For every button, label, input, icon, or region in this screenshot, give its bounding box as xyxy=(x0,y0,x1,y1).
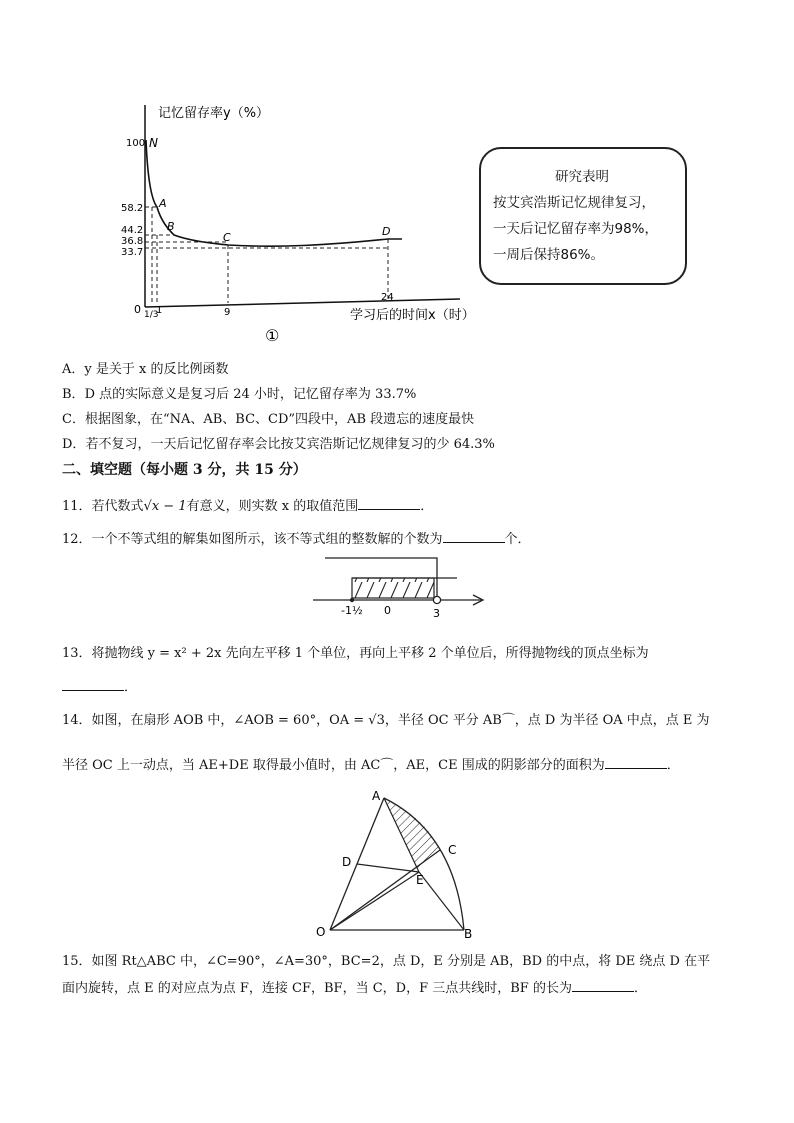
note-line-2: 一天后记忆留存率为98%， xyxy=(493,221,659,237)
q13-end: ． xyxy=(124,680,138,695)
section-title: 二、填空题（每小题 3 分，共 15 分） xyxy=(62,462,307,478)
question-13: 13．将抛物线 y = x² + 2x 先向左平移 1 个单位，再向上平移 2 个单位后，所得抛物线的顶点坐标为 xyxy=(62,646,649,661)
note-line-3: 一周后保持86%。 xyxy=(493,247,605,263)
origin-label: 0 xyxy=(134,303,141,316)
option-a-text: y 是关于 x 的反比例函数 xyxy=(84,362,229,377)
research-note-box xyxy=(479,147,687,285)
q14-end: ． xyxy=(666,758,680,773)
question-14-line1: 14．如图，在扇形 AOB 中，∠AOB = 60°，OA = √3，半径 OC 平分 AB⌒，点 D 为半径 OA 中点，点 E 为 xyxy=(62,713,710,728)
y-axis-label: 记忆留存率y（%） xyxy=(158,106,270,121)
label-b: B xyxy=(464,927,473,941)
nl-label-left: -1½ xyxy=(341,604,363,617)
option-a xyxy=(62,362,228,378)
question-15-line1: 15．如图 Rt△ABC 中，∠C=90°，∠A=30°，BC=2，点 D，E 分别是 AB，BD 的中点，将 DE 绕点 D 在平 xyxy=(62,954,711,969)
q11-post: 有意义，则实数 x 的取值范围 xyxy=(186,499,359,514)
label-a: A xyxy=(372,789,381,803)
question-15-line2 xyxy=(62,979,647,997)
q11-pre: 11．若代数式 xyxy=(62,499,144,514)
nl-label-zero: 0 xyxy=(384,604,391,617)
x-axis-label: 学习后的时间x（时） xyxy=(350,308,475,323)
option-d-text: 若不复习，一天后记忆留存率会比按艾宾浩斯记忆规律复习的少 64.3% xyxy=(85,437,495,452)
nl-label-right: 3 xyxy=(433,607,440,620)
y-tick-33: 33.7 xyxy=(121,247,144,258)
point-a-label: A xyxy=(159,197,167,210)
option-c-label: C． xyxy=(62,412,85,427)
y-tick-100: 100 xyxy=(126,138,146,149)
option-b xyxy=(62,387,416,403)
point-d-label: D xyxy=(382,225,391,238)
q15-answer-blank[interactable] xyxy=(572,979,634,992)
option-d-label: D． xyxy=(62,437,86,452)
segment-eb xyxy=(419,872,464,930)
x-axis xyxy=(145,299,460,307)
figure-label: ① xyxy=(265,326,280,345)
q14-answer-blank[interactable] xyxy=(605,756,667,769)
option-b-text: D 点的实际意义是复习后 24 小时，记忆留存率为 33.7% xyxy=(84,387,417,402)
option-c-text: 根据图象，在“NA、AB、BC、CD”四段中，AB 段遗忘的速度最快 xyxy=(84,412,475,427)
note-title: 研究表明 xyxy=(555,169,609,185)
q15-end: ． xyxy=(633,981,647,996)
x-tick-third: 1/3 xyxy=(144,310,159,320)
label-e: E xyxy=(416,873,424,887)
label-d: D xyxy=(342,855,352,869)
q12-end: 个． xyxy=(504,532,531,547)
label-o: O xyxy=(316,925,326,939)
closed-point xyxy=(350,598,354,602)
note-line-1: 按艾宾浩斯记忆规律复习， xyxy=(493,195,655,211)
shaded-region xyxy=(384,798,440,872)
q12-text: 12．一个不等式组的解集如图所示，该不等式组的整数解的个数为 xyxy=(62,532,443,547)
segment-de xyxy=(357,864,419,872)
option-d xyxy=(62,437,495,453)
q15-line2-text: 面内旋转，点 E 的对应点为点 F，连接 CF，BF，当 C，D，F 三点共线时，BF 的长为 xyxy=(62,981,572,996)
question-12 xyxy=(62,530,531,548)
solution-hatched-region xyxy=(352,578,434,598)
q14-line2-text: 半径 OC 上一动点，当 AE+DE 取得最小值时，由 AC⌒，AE，CE 围成的阴影部分的面积为 xyxy=(62,758,605,773)
option-a-label: A． xyxy=(62,362,85,377)
y-tick-44: 44.2 xyxy=(121,225,144,236)
question-11 xyxy=(62,497,433,515)
point-b-label: B xyxy=(167,220,175,233)
option-c xyxy=(62,412,474,428)
y-tick-58: 58.2 xyxy=(121,203,144,214)
question-14-line2 xyxy=(62,756,680,774)
sector-figure xyxy=(310,788,490,941)
open-point xyxy=(433,596,440,603)
y-tick-36: 36.8 xyxy=(121,236,144,247)
segment-oe-b xyxy=(330,872,419,930)
retention-curve xyxy=(146,140,402,246)
point-c-label: C xyxy=(223,231,231,244)
label-c: C xyxy=(448,843,457,857)
option-b-label: B． xyxy=(62,387,85,402)
q11-expr: √x − 1 xyxy=(143,499,187,514)
point-n-label: N xyxy=(149,136,158,150)
q12-answer-blank[interactable] xyxy=(443,530,505,543)
x-tick-24: 24 xyxy=(381,292,394,303)
x-tick-1: 1 xyxy=(156,305,163,316)
retention-chart xyxy=(121,95,480,350)
q11-end: ． xyxy=(420,499,434,514)
question-13-answer xyxy=(62,678,137,696)
q13-answer-blank[interactable] xyxy=(62,678,124,691)
q11-answer-blank[interactable] xyxy=(358,497,420,510)
number-line-figure xyxy=(305,550,495,622)
x-tick-9: 9 xyxy=(224,307,231,318)
